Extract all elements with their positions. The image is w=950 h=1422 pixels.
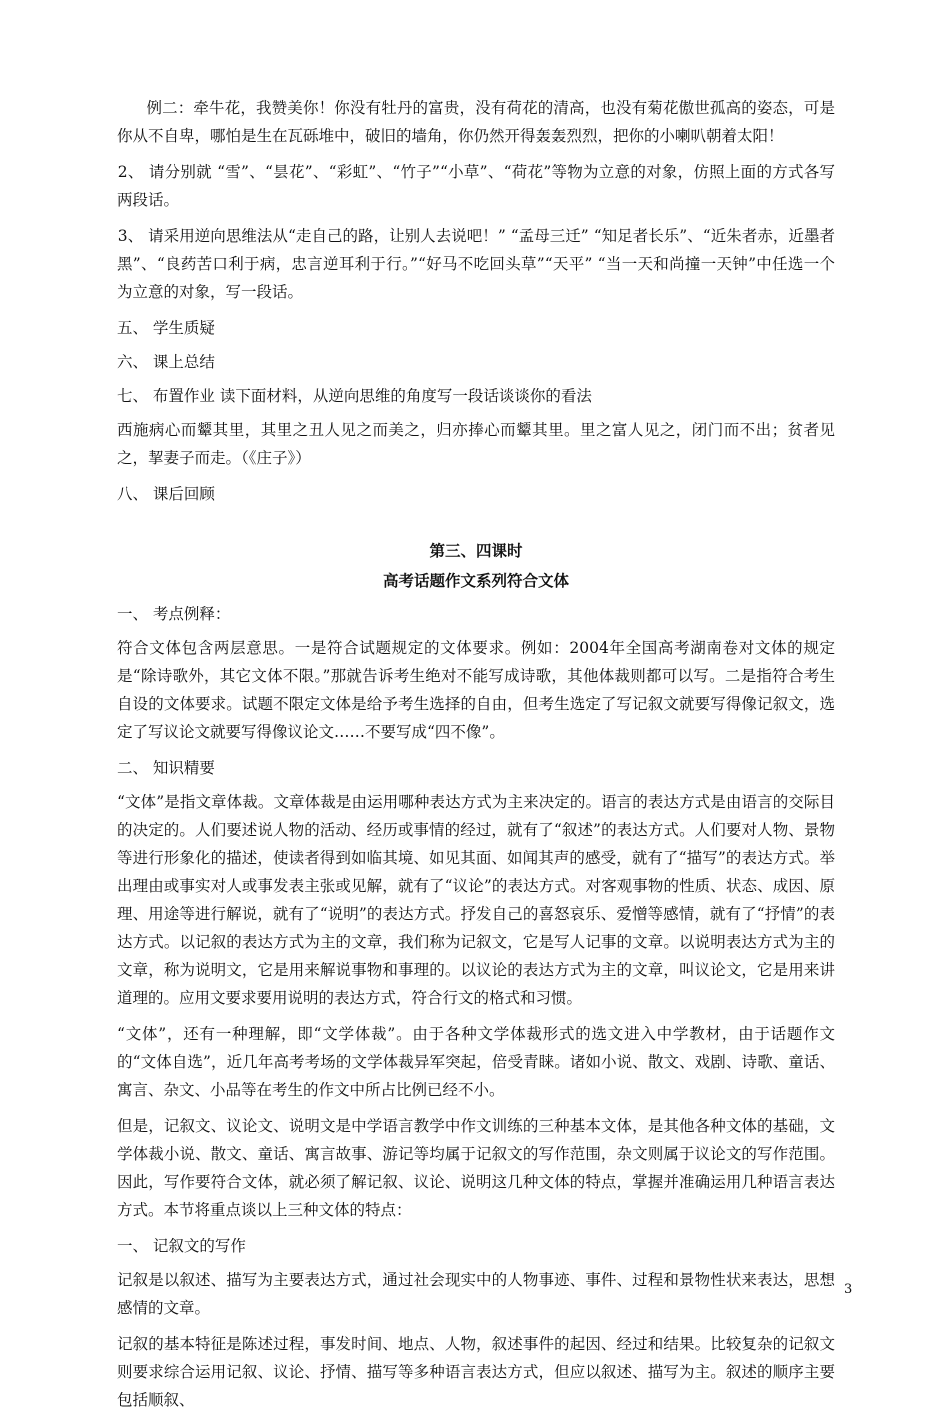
- body-paragraph: 记叙是以叙述、描写为主要表达方式，通过社会现实中的人物事迹、事件、过程和景物性状来表达，思想感情的文章。: [117, 1271, 835, 1317]
- body-paragraph: 符合文体包含两层意思。一是符合试题规定的文体要求。例如：2004年全国高考湖南卷对文体的规定是“除诗歌外，其它文体不限。”那就告诉考生绝对不能写成诗歌，其他体裁则都可以写。二是指符合考生自设的文体要求。试题不限定文体是给予考生选择的自由，但考生选定了写记叙文就要写得像记叙文，选定了写议论文就要写得像议论文……不要写成“四不像”。: [117, 639, 835, 741]
- lesson-heading: 第三、四课时: [429, 541, 523, 560]
- page-number: 3: [844, 1282, 853, 1297]
- document-content: [117, 94, 835, 1422]
- reading-material: 西施病心而颦其里，其里之丑人见之而美之，归亦捧心而颦其里。里之富人见之，闭门而不出；贫者见之，挈妻子而走。（《庄子》）: [117, 421, 835, 467]
- task-item: 3、 请采用逆向思维法从“走自己的路，让别人去说吧！” “孟母三迁” “知足者长乐”、“近朱者赤，近墨者黑”、“良药苦口利于病，忠言逆耳利于行。”“好马不吃回头草”“天平” “当一天和尚撞一天钟”中任选一个为立意的对象，写一段话。: [117, 227, 835, 301]
- section-heading: 二、 知识精要: [117, 759, 215, 777]
- lesson-step: 五、 学生质疑: [117, 319, 215, 337]
- lesson-step: 六、 课上总结: [117, 353, 215, 371]
- section-heading: 一、 记叙文的写作: [117, 1237, 246, 1255]
- task-item: 2、 请分别就 “雪”、“昙花”、“彩虹”、“竹子”“小草”、“荷花”等物为立意的对象，仿照上面的方式各写两段话。: [117, 163, 835, 209]
- lesson-step: 七、 布置作业 读下面材料，从逆向思维的角度写一段话谈谈你的看法: [117, 387, 592, 405]
- lesson-title: 高考话题作文系列符合文体: [382, 571, 569, 590]
- section-spacer: [117, 514, 835, 536]
- body-paragraph: “文体”是指文章体裁。文章体裁是由运用哪种表达方式为主来决定的。语言的表达方式是由语言的交际目的决定的。人们要述说人物的活动、经历或事情的经过，就有了“叙述”的表达方式。人们要对人物、景物等进行形象化的描述，使读者得到如临其境、如见其面、如闻其声的感受，就有了“描写”的表达方式。举出理由或事实对人或事发表主张或见解，就有了“议论”的表达方式。对客观事物的性质、状态、成因、原理、用途等进行解说，就有了“说明”的表达方式。抒发自己的喜怒哀乐、爱憎等感情，就有了“抒情”的表达方式。以记叙的表达方式为主的文章，我们称为记叙文，它是写人记事的文章。以说明表达方式为主的文章，称为说明文，它是用来解说事物和事理的。以议论的表达方式为主的文章，叫议论文，它是用来讲道理的。应用文要求要用说明的表达方式，符合行文的格式和习惯。: [117, 793, 835, 1007]
- body-paragraph: “文体”，还有一种理解，即“文学体裁”。由于各种文学体裁形式的选文进入中学教材，由于话题作文的“文体自选”，近几年高考考场的文学体裁异军突起，倍受青睐。诸如小说、散文、戏剧、诗歌、童话、寓言、杂文、小品等在考生的作文中所占比例已经不小。: [117, 1025, 835, 1099]
- lesson-step: 八、 课后回顾: [117, 485, 215, 503]
- body-paragraph: 但是，记叙文、议论文、说明文是中学语言教学中作文训练的三种基本文体，是其他各种文体的基础，文学体裁小说、散文、童话、寓言故事、游记等均属于记叙文的写作范围，杂文则属于议论文的写作范围。因此，写作要符合文体，就必须了解记叙、议论、说明这几种文体的特点，掌握并准确运用几种语言表达方式。本节将重点谈以上三种文体的特点：: [117, 1117, 835, 1219]
- body-paragraph: 记叙的基本特征是陈述过程，事发时间、地点、人物，叙述事件的起因、经过和结果。比较复杂的记叙文则要求综合运用记叙、议论、抒情、描写等多种语言表达方式，但应以叙述、描写为主。叙述的顺序主要包括顺叙、: [117, 1335, 835, 1409]
- example-paragraph: 例二：牵牛花，我赞美你！你没有牡丹的富贵，没有荷花的清高，也没有菊花傲世孤高的姿态，可是你从不自卑，哪怕是生在瓦砾堆中，破旧的墙角，你仍然开得轰轰烈烈，把你的小喇叭朝着太阳！: [117, 99, 835, 145]
- section-heading: 一、 考点例释：: [117, 605, 231, 623]
